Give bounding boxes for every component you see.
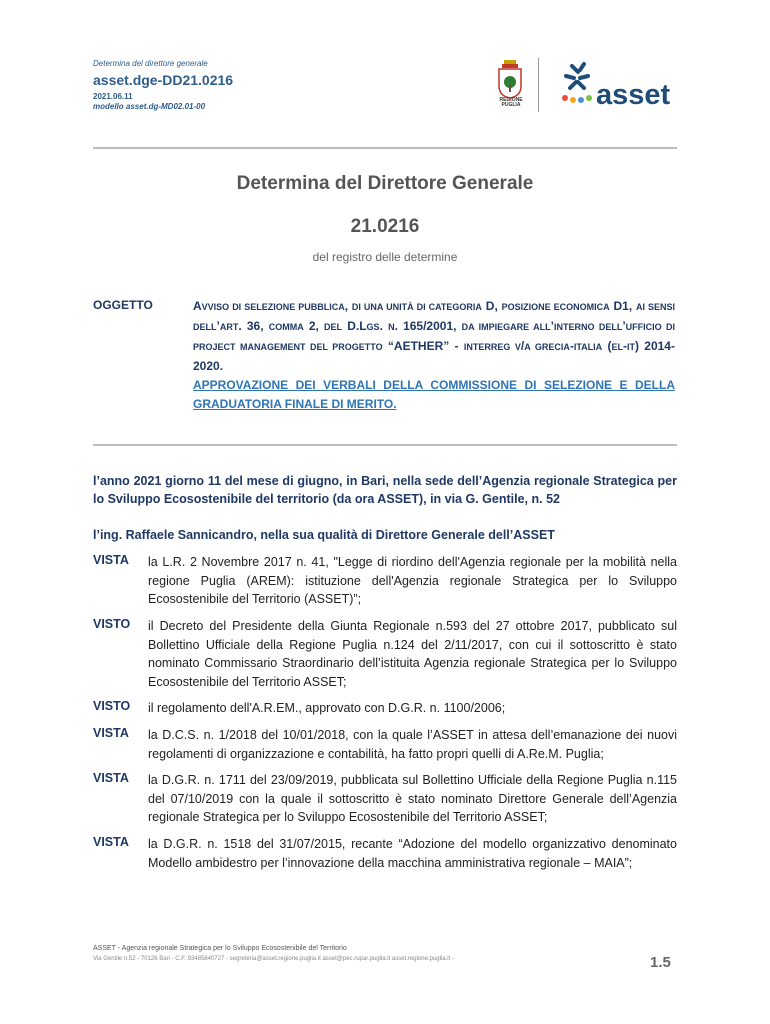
oggetto-fragment: . 36, bbox=[238, 319, 269, 333]
recital-label: VISTA bbox=[93, 553, 129, 567]
preamble-signatory: l’ing. Raffaele Sannicandro, nella sua qualità di Direttore Generale dell’ASSET bbox=[93, 528, 555, 542]
logo-divider bbox=[538, 58, 539, 112]
preamble-date-location: l’anno 2021 giorno 11 del mese di giugno, in Bari, nella sede dell’Agenzia regionale Strategica per lo Sviluppo Ecosostenibile del territorio (da ora ASSET), in via G. Gentile, n. 52 bbox=[93, 474, 677, 506]
oggetto-fragment: ’ bbox=[622, 319, 626, 333]
oggetto-fragment: A bbox=[193, 299, 202, 313]
oggetto-fragment: POSIZIONE ECONOMICA bbox=[501, 302, 610, 312]
oggetto-fragment: , bbox=[344, 299, 352, 313]
recital-text: il Decreto del Presidente della Giunta Regionale n.593 del 27 ottobre 2017, pubblicato sul Bollettino Ufficiale della Regione Puglia n.124 del 2/11/2017, con cui il sottoscritto è stato nominato Commissario Straordinario dell’istituita Agenzia regionale Strategica per lo Sviluppo Ecosostenibile del Territorio ASSET; bbox=[148, 619, 677, 689]
recital-text: il regolamento dell'A.R.EM., approvato con D.G.R. n. 1100/2006; bbox=[148, 701, 506, 715]
oggetto-fragment: ( bbox=[602, 339, 612, 353]
page-version: 1.5 bbox=[650, 954, 671, 971]
oggetto-fragment: DA IMPIEGARE ALL bbox=[461, 322, 551, 332]
recital-label: VISTO bbox=[93, 699, 131, 713]
recital-label: VISTA bbox=[93, 835, 129, 849]
oggetto-fragment: COMMA bbox=[268, 322, 304, 332]
document-header bbox=[93, 58, 233, 112]
oggetto-fragment: IT bbox=[626, 342, 635, 352]
recital-text: la L.R. 2 Novembre 2017 n. 41, "Legge di riordino dell'Agenzia regionale per la mobilità nella regione Puglia (AREM): istituzione dell'Agenzia regionale Strategica per lo Sviluppo Ecosostenibile del Territorio (ASSET)”; bbox=[148, 555, 677, 606]
oggetto-fragment: . bbox=[379, 319, 389, 333]
oggetto-fragment: N bbox=[388, 322, 395, 332]
doc-date: 2021.06.11 bbox=[93, 92, 133, 101]
determina-number: 21.0216 bbox=[350, 216, 420, 237]
oggetto-fragment: INTERREG V bbox=[463, 342, 521, 352]
recital-label: VISTO bbox=[93, 617, 131, 631]
asset-wordmark: asset bbox=[596, 79, 671, 111]
oggetto-fragment: ’ bbox=[216, 319, 220, 333]
doc-code: asset.dge-DD21.0216 bbox=[93, 72, 234, 88]
oggetto-fragment: - bbox=[622, 339, 627, 353]
oggetto-fragment: . 165/2001, bbox=[394, 319, 462, 333]
top-divider bbox=[93, 147, 677, 149]
oggetto-fragment: D, bbox=[481, 299, 502, 313]
recital-text: la D.C.S. n. 1/2018 del 10/01/2018, con la quale l’ASSET in attesa dell’emanazione dei nuovi regolamenti di organizzazione e contabilità, ha fatto propri quelli di A.Re.M. Puglia; bbox=[148, 728, 677, 761]
oggetto-fragment: ) 2014-2020. bbox=[193, 339, 675, 373]
oggetto-fragment: ART bbox=[219, 322, 239, 332]
logo-area bbox=[496, 58, 681, 114]
section-divider bbox=[93, 444, 677, 446]
recital-label: VISTA bbox=[93, 771, 129, 785]
oggetto-fragment: AI SENSI DELL bbox=[193, 302, 676, 332]
oggetto-fragment: DI UNA UNITÀ DI CATEGORIA bbox=[351, 302, 482, 312]
oggetto-label: OGGETTO bbox=[93, 298, 153, 312]
oggetto-fragment: DEL bbox=[324, 322, 343, 332]
page-title: Determina del Direttore Generale bbox=[236, 173, 534, 194]
oggetto-fragment: GS bbox=[366, 322, 380, 332]
oggetto-fragment: D.L bbox=[342, 319, 367, 333]
oggetto-fragment: 2, bbox=[303, 319, 325, 333]
oggetto-fragment: EL bbox=[611, 342, 623, 352]
oggetto-fragment: D1, bbox=[609, 299, 636, 313]
oggetto-fragment: “AETHER” - bbox=[382, 339, 464, 353]
oggetto-fragment: ’ bbox=[550, 319, 554, 333]
doc-type-label: Determina del direttore generale bbox=[93, 59, 208, 68]
recital-label: VISTA bbox=[93, 726, 129, 740]
oggetto-fragment: ITALIA bbox=[573, 342, 603, 352]
oggetto-fragment: / bbox=[520, 339, 525, 353]
oggetto-fragment: VVISO DI SELEZIONE PUBBLICA bbox=[201, 302, 345, 312]
regione-puglia-label: REGIONE PUGLIA bbox=[499, 97, 523, 108]
registry-note: del registro delle determine bbox=[312, 250, 458, 264]
asset-logo-icon bbox=[552, 58, 602, 108]
oggetto-text bbox=[193, 297, 675, 414]
oggetto-fragment: INTERNO DELL bbox=[553, 322, 623, 332]
doc-model: modello asset.dg-MD02.01-00 bbox=[93, 102, 206, 111]
footer-agency: ASSET - Agenzia regionale Strategica per lo Sviluppo Ecosostenibile del Territorio bbox=[93, 945, 347, 952]
oggetto-fragment: A GRECIA bbox=[524, 342, 570, 352]
oggetto-fragment: - bbox=[569, 339, 574, 353]
approval-text: APPROVAZIONE DEI VERBALI DELLA COMMISSIONE DI SELEZIONE E DELLA GRADUATORIA FINALE DI MERITO. bbox=[193, 378, 675, 411]
oggetto-subject bbox=[193, 299, 675, 373]
oggetto-fragment: UFFICIO DI PROJECT MANAGEMENT DEL PROGETTO bbox=[193, 322, 676, 352]
recital-text: la D.G.R. n. 1711 del 23/09/2019, pubblicata sul Bollettino Ufficiale della Regione Puglia n.115 del 07/10/2019 con la quale il sottoscritto è stato nominato Direttore Generale dell’Agenzia regionale Strategica per lo Sviluppo Ecosostenibile del Territorio ASSET; bbox=[148, 773, 677, 824]
recital-text: la D.G.R. n. 1518 del 31/07/2015, recante “Adozione del modello organizzativo denominato Modello ambidestro per l’innovazione della macchina amministrativa regionale – MAIA”; bbox=[148, 837, 677, 870]
footer-contacts: Via Gentile n.52 - 70126 Bari - C.F. 93485840727 - segreteria@asset.regione.puglia.it asset@pec.rupar.puglia.it asset.regione.puglia.it - bbox=[93, 956, 454, 962]
